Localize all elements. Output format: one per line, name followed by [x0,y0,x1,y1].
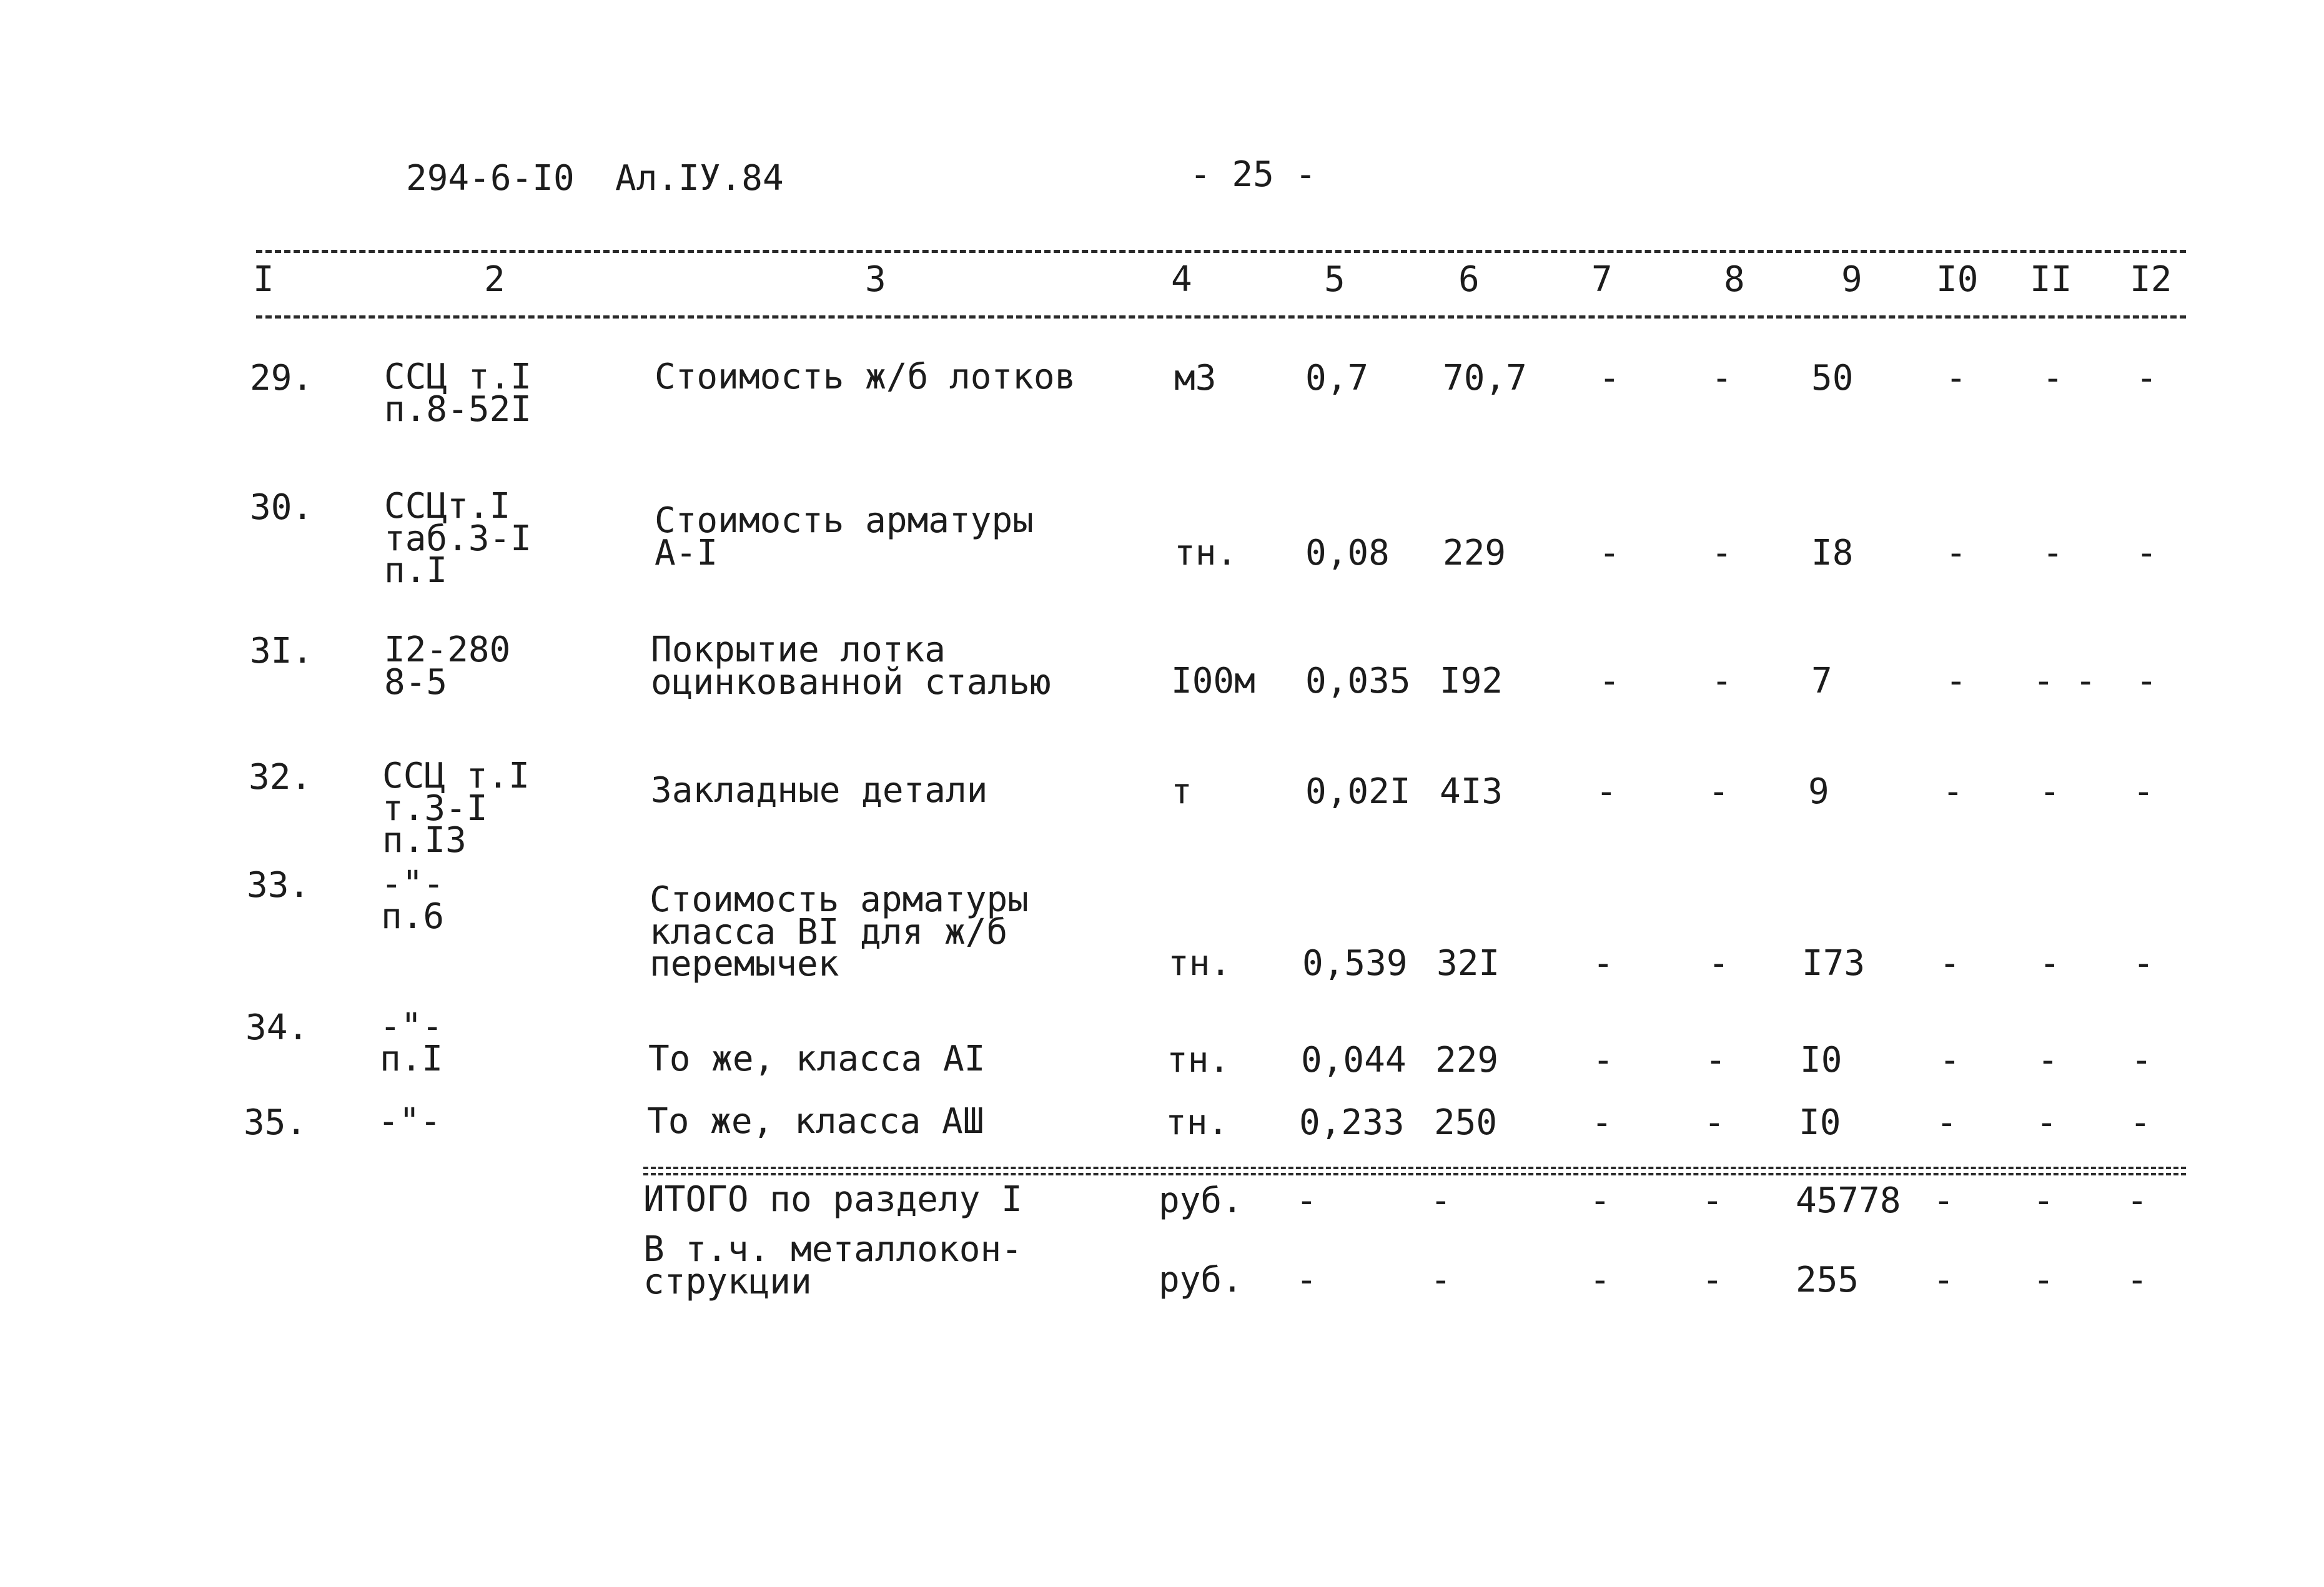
row-c6: 70,7 [1443,358,1527,398]
row-c10: - [1939,943,1961,984]
row-c8: - [1705,1040,1726,1080]
total-unit: руб. [1159,1260,1243,1300]
row-number: 29. [250,358,314,398]
row-unit: т [1171,771,1192,812]
colnum-5: 5 [1324,259,1345,300]
row-c9: 50 [1811,358,1854,398]
row-c7: - [1591,1102,1613,1143]
row-c12: - [2133,943,2154,984]
row-c11: - [2039,943,2060,984]
colnum-10: I0 [1936,259,1979,300]
row-c6: I92 [1440,661,1503,701]
row-name: Стоимость ж/б лотков [655,357,1076,397]
row-ref: ССЦт.I таб.3-I п.I [384,486,532,591]
total-c8: - [1702,1260,1723,1300]
row-unit: I00м [1171,661,1255,701]
colnum-12: I2 [2130,259,2172,300]
colnum-6: 6 [1458,259,1480,300]
row-c5: 0,7 [1305,358,1369,398]
total-c5: - [1296,1180,1317,1221]
row-c8: - [1711,358,1733,398]
header-bottom-rule [256,315,2186,319]
row-ref: -"- п.I [380,1006,443,1079]
row-number: 30. [250,487,314,528]
colnum-11: II [2030,259,2072,300]
row-c11: - [2039,771,2060,812]
totals-rule [643,1167,2186,1169]
row-ref: I2-280 8-5 [384,630,511,703]
row-number: 32. [249,757,312,798]
row-c7: - [1599,661,1620,701]
row-c7: - [1593,943,1614,984]
row-c5: 0,539 [1302,943,1408,984]
row-unit: тн. [1167,1040,1230,1080]
row-ref: -"- [378,1101,442,1142]
row-name: Покрытие лотка оцинкованной сталью [651,630,1051,703]
total-c8: - [1702,1180,1723,1221]
total-name: ИТОГО по разделу I [643,1179,1022,1220]
doc-code: 294-6-I0 [406,158,575,199]
album-code: Ал.IУ.84 [615,158,784,199]
row-c10: - [1946,661,1967,701]
total-c11: - [2033,1180,2054,1221]
total-name: В т.ч. металлокон- струкции [643,1229,1022,1302]
row-c8: - [1711,661,1733,701]
total-c10: - [1933,1260,1954,1300]
row-c10: - [1946,533,1967,573]
row-c11: - - [2033,661,2097,701]
row-c5: 0,233 [1299,1102,1405,1143]
row-c5: 0,02I [1305,771,1411,812]
row-unit: тн. [1168,943,1232,984]
row-c7: - [1599,358,1620,398]
row-name: Закладные детали [651,770,988,811]
total-c7: - [1590,1260,1611,1300]
total-c12: - [2127,1180,2148,1221]
row-c8: - [1704,1102,1725,1143]
row-c11: - [2042,533,2064,573]
row-c12: - [2136,661,2157,701]
colnum-9: 9 [1841,259,1862,300]
total-c10: - [1933,1180,1954,1221]
header-top-rule [256,250,2186,253]
row-c9: I0 [1799,1102,1841,1143]
row-c8: - [1711,533,1733,573]
row-number: 34. [245,1007,309,1048]
total-c12: - [2127,1260,2148,1300]
total-c6: - [1430,1260,1451,1300]
row-c8: - [1708,771,1729,812]
row-unit: м3 [1174,358,1217,398]
row-c10: - [1942,771,1964,812]
row-c9: 9 [1808,771,1829,812]
row-c12: - [2136,533,2157,573]
row-name: То же, класса АI [648,1039,986,1079]
row-c10: - [1939,1040,1961,1080]
row-name: Стоимость арматуры А-I [655,500,1034,573]
row-c5: 0,08 [1305,533,1390,573]
row-c11: - [2037,1040,2059,1080]
colnum-2: 2 [484,259,505,300]
colnum-7: 7 [1591,259,1613,300]
total-c5: - [1296,1260,1317,1300]
row-c9: I8 [1811,533,1854,573]
row-c12: - [2131,1040,2152,1080]
page-number: - 25 - [1190,154,1317,195]
row-name: Стоимость арматуры класса BI для ж/б перемычек [650,879,1029,985]
row-c9: I73 [1802,943,1866,984]
colnum-1: I [253,259,274,300]
row-number: 3I. [250,631,314,671]
colnum-4: 4 [1171,259,1192,300]
row-c6: 4I3 [1440,771,1503,812]
total-c11: - [2033,1260,2054,1300]
row-c7: - [1596,771,1617,812]
row-c6: 250 [1434,1102,1498,1143]
row-c9: 7 [1811,661,1832,701]
row-unit: тн. [1174,533,1238,573]
colnum-8: 8 [1724,259,1745,300]
total-c9: 45778 [1796,1180,1901,1221]
row-ref: ССЦ т.I т.3-I п.I3 [382,756,530,861]
row-c10: - [1936,1102,1957,1143]
row-name: То же, класса АШ [647,1101,984,1142]
row-unit: тн. [1165,1102,1229,1143]
row-c12: - [2133,771,2154,812]
row-c6: 32I [1436,943,1500,984]
row-c11: - [2042,358,2064,398]
row-c5: 0,044 [1301,1040,1407,1080]
row-c8: - [1708,943,1729,984]
row-c9: I0 [1800,1040,1842,1080]
row-c7: - [1593,1040,1614,1080]
row-c10: - [1946,358,1967,398]
total-unit: руб. [1159,1180,1243,1221]
totals-rule [643,1173,2186,1175]
row-c6: 229 [1435,1040,1499,1080]
total-c9: 255 [1796,1260,1859,1300]
row-c7: - [1599,533,1620,573]
total-c7: - [1590,1180,1611,1221]
colnum-3: 3 [865,259,886,300]
row-c12: - [2136,358,2157,398]
row-c5: 0,035 [1305,661,1411,701]
row-c6: 229 [1443,533,1506,573]
row-c12: - [2130,1102,2151,1143]
row-c11: - [2036,1102,2057,1143]
row-ref: -"- п.6 [381,864,445,937]
total-c6: - [1430,1180,1451,1221]
row-number: 35. [244,1102,307,1143]
row-number: 33. [247,865,310,906]
row-ref: ССЦ т.I п.8-52I [384,357,532,430]
